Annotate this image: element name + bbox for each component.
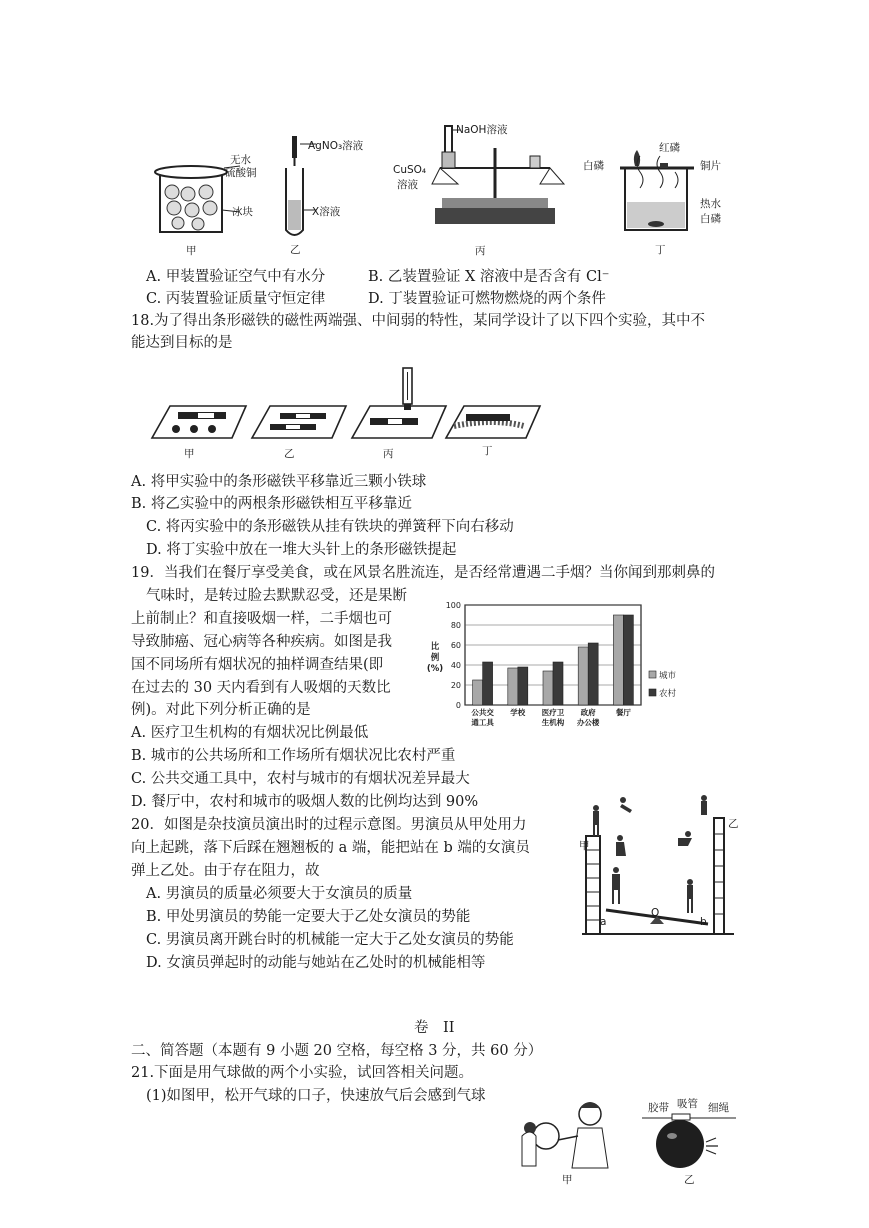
label-bing-cuso4: CuSO₄ [393, 164, 427, 176]
q18-label-yi: 乙 [284, 448, 295, 460]
smoking-bar-chart [425, 597, 725, 739]
boy-balloon-svg [518, 1096, 618, 1172]
q21-label-jiaodai: 胶带 [648, 1102, 669, 1114]
q19-stem-line2: 气味时，是转过脸去默默忍受，还是果断 [146, 588, 407, 604]
x-tick-label: 通工具 [471, 718, 494, 727]
x-tick-label: 医疗卫 [541, 708, 565, 717]
q18-option-c: C. 将丙实验中的条形磁铁从挂有铁块的弹簧秤下向右移动 [146, 519, 514, 535]
x-tick-label: 餐厅 [615, 708, 631, 717]
q21-stem: 21.下面是用气球做的两个小实验，试回答相关问题。 [131, 1065, 474, 1081]
label-jia-tag1: 无水 [230, 154, 251, 166]
legend-swatch [649, 689, 656, 696]
q19-stem-line6: 在过去的 30 天内看到有人吸烟的天数比 [131, 680, 391, 696]
label-ding: 丁 [655, 244, 666, 256]
bar-rural [588, 643, 598, 705]
section2-title: 卷 II [414, 1020, 455, 1036]
x-tick-label: 办公楼 [576, 718, 600, 727]
q20-label-a: a [600, 916, 607, 928]
q17-figures [120, 108, 760, 258]
chart-svg [425, 597, 725, 739]
label-ding-tongpian: 铜片 [700, 160, 721, 172]
q19-option-d: D. 餐厅中，农村和城市的吸烟人数的比例均达到 90% [131, 794, 479, 810]
q20-option-d: D. 女演员弹起时的动能与她站在乙处时的机械能相等 [146, 955, 486, 971]
q17-option-a: A. 甲装置验证空气中有水分 [146, 269, 326, 285]
y-tick-label: 0 [455, 701, 461, 710]
label-ding-reshui: 热水 [700, 198, 721, 210]
label-ding-baili: 白磷 [583, 160, 604, 172]
bar-rural [553, 662, 563, 705]
y-axis-label: (%) [426, 664, 444, 674]
q21-label-xiguan: 吸管 [677, 1098, 698, 1110]
q20-option-b: B. 甲处男演员的势能一定要大于乙处女演员的势能 [146, 909, 471, 925]
q19-stem-line5: 国不同场所有烟状况的抽样调查结果(即 [131, 657, 384, 673]
label-jia-tag3: 冰块 [232, 206, 253, 218]
y-tick-label: 40 [450, 661, 461, 670]
q19-option-a: A. 医疗卫生机构的有烟状况比例最低 [131, 725, 369, 741]
label-bing-naoh: NaOH溶液 [456, 124, 508, 136]
q19-stem-line4: 导致肺癌、冠心病等各种疾病。如图是我 [131, 634, 392, 650]
q18-stem-line2: 能达到目标的是 [131, 335, 233, 351]
q20-label-yi: 乙 [728, 818, 739, 830]
q20-option-a: A. 男演员的质量必须要大于女演员的质量 [146, 886, 413, 902]
q21-label-yi: 乙 [684, 1174, 695, 1186]
q18-option-d: D. 将丁实验中放在一堆大头针上的条形磁铁提起 [146, 542, 457, 558]
y-axis-label: 例 [430, 653, 440, 663]
q20-stem-line2: 向上起跳，落下后踩在翘翘板的 a 端，能把站在 b 端的女演员 [131, 840, 530, 856]
label-bing-solution: 溶液 [397, 179, 418, 191]
bar-city [543, 671, 553, 705]
x-tick-label: 学校 [510, 708, 526, 717]
q18-label-jia: 甲 [184, 448, 195, 460]
q17-option-b: B. 乙装置验证 X 溶液中是否含有 Cl⁻ [368, 269, 610, 285]
q20-stem-line3: 弹上乙处。由于存在阻力，故 [131, 863, 320, 879]
legend-swatch [649, 671, 656, 678]
label-jia-tag2: 硫酸铜 [225, 167, 257, 179]
label-jia: 甲 [186, 245, 197, 257]
q18-stem-line1: 18.为了得出条形磁铁的磁性两端强、中间弱的特性，某同学设计了以下四个实验，其中不 [131, 313, 706, 329]
x-tick-label: 政府 [580, 708, 596, 717]
legend-label: 农村 [659, 689, 677, 699]
q19-stem-line3: 上前制止？和直接吸烟一样，二手烟也可 [131, 611, 392, 627]
bar-city [613, 615, 623, 705]
q18-option-b: B. 将乙实验中的两根条形磁铁相互平移靠近 [131, 496, 412, 512]
legend-label: 城市 [659, 671, 677, 681]
y-tick-label: 80 [450, 621, 461, 630]
q20-stem-line1: 20．如图是杂技演员演出时的过程示意图。男演员从甲处用力 [131, 817, 527, 833]
q18-label-ding: 丁 [482, 445, 493, 457]
q21-label-xisheng: 细绳 [708, 1102, 729, 1114]
q19-option-b: B. 城市的公共场所和工作场所有烟状况比农村严重 [131, 748, 456, 764]
label-yi: 乙 [290, 244, 301, 256]
label-ding-baili2: 白磷 [700, 213, 721, 225]
q20-label-o: O [651, 907, 660, 919]
q17-option-c: C. 丙装置验证质量守恒定律 [146, 291, 326, 307]
bar-city [578, 647, 588, 705]
section2-heading: 二、简答题（本题有 9 小题 20 空格，每空格 3 分，共 60 分） [131, 1043, 543, 1059]
q20-option-c: C. 男演员离开跳台时的机械能一定大于乙处女演员的势能 [146, 932, 514, 948]
q17-apparatus-svg [120, 108, 760, 258]
q20-label-b: b [700, 916, 707, 928]
bar-rural [518, 667, 528, 705]
q20-label-jia: 甲 [579, 840, 590, 852]
label-bing: 丙 [475, 245, 486, 257]
y-axis-label: 比 [430, 642, 440, 652]
bar-city [508, 668, 518, 705]
q19-stem-line1: 19．当我们在餐厅享受美食，或在风景名胜流连，是否经常遭遇二手烟？当你闻到那刺鼻的 [131, 565, 715, 581]
q18-label-bing: 丙 [383, 448, 394, 460]
label-yi-reagent: AgNO₃溶液 [308, 140, 364, 152]
q21-part1: (1)如图甲，松开气球的口子，快速放气后会感到气球 [146, 1088, 486, 1104]
x-tick-label: 生机构 [541, 718, 565, 727]
apparatus-ding [620, 150, 694, 230]
bar-city [473, 680, 483, 705]
apparatus-bing [432, 126, 564, 224]
q21-figure-jia [518, 1096, 618, 1172]
q18-option-a: A. 将甲实验中的条形磁铁平移靠近三颗小铁球 [131, 474, 427, 490]
bar-rural [483, 662, 493, 705]
label-yi-sample: X溶液 [312, 206, 341, 218]
y-tick-label: 100 [445, 601, 461, 610]
q19-stem-line7: 例)。对此下列分析正确的是 [131, 702, 311, 718]
q21-label-jia: 甲 [562, 1174, 573, 1186]
y-tick-label: 60 [450, 641, 461, 650]
q19-option-c: C. 公共交通工具中，农村与城市的有烟状况差异最大 [131, 771, 470, 787]
x-tick-label: 公共交 [471, 708, 494, 717]
q17-option-d: D. 丁装置验证可燃物燃烧的两个条件 [368, 291, 606, 307]
bar-rural [623, 615, 633, 705]
y-tick-label: 20 [450, 681, 461, 690]
label-ding-hongli: 红磷 [659, 142, 680, 154]
